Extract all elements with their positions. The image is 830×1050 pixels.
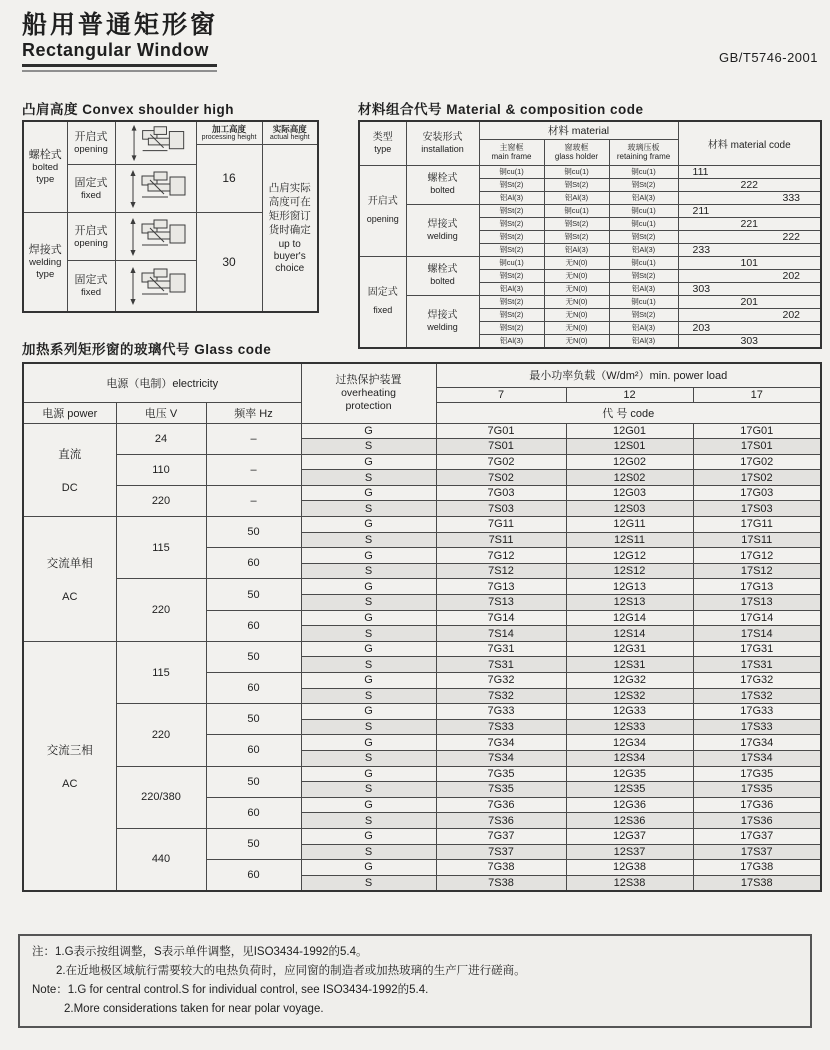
- main-frame-material-cell: 钢St(2): [479, 204, 544, 217]
- glass-code-cell: 17S12: [693, 563, 821, 579]
- protection-letter-cell: G: [301, 517, 436, 533]
- processing-height-value: 16: [196, 144, 262, 213]
- glass-code-cell: 7G13: [436, 579, 566, 595]
- glass-code-cell: 12G33: [566, 704, 693, 720]
- frequency-cell: –: [206, 454, 301, 485]
- voltage-cell: 24: [116, 423, 206, 454]
- protection-letter-cell: S: [301, 782, 436, 798]
- protection-letter-cell: G: [301, 673, 436, 689]
- glass-code-cell: 12S31: [566, 657, 693, 673]
- actual-height-note: 凸肩实际高度可在矩形窗订货时确定 up to buyer's choice: [262, 144, 318, 312]
- installation-cell: 焊接式 welding: [406, 295, 479, 348]
- glass-code-cell: 17S37: [693, 844, 821, 860]
- glass-code-cell: 17G36: [693, 797, 821, 813]
- protection-letter-cell: G: [301, 641, 436, 657]
- protection-header-en2: protection: [345, 399, 392, 412]
- glass-code-cell: 7S36: [436, 813, 566, 829]
- glass-code-cell: 12S11: [566, 532, 693, 548]
- diagram-cell: [115, 165, 196, 213]
- glass-holder-header-en: glass holder: [554, 152, 599, 161]
- glass-code-cell: 17G03: [693, 485, 821, 501]
- retaining-frame-header-zh: 玻璃压板: [627, 143, 660, 152]
- retaining-frame-material-cell: 铝Al(3): [609, 191, 678, 204]
- material-code-cell: 222: [678, 178, 821, 191]
- power-cell: 交流单相 AC: [23, 517, 116, 642]
- glass-code-cell: 7G35: [436, 766, 566, 782]
- window-type-cell: 固定式 fixed: [359, 256, 406, 348]
- main-frame-material-cell: 钢St(2): [479, 295, 544, 308]
- glass-code-cell: 12G14: [566, 610, 693, 626]
- glass-code-cell: 12S37: [566, 844, 693, 860]
- notes-box: [18, 934, 812, 1028]
- power-cell: 直流 DC: [23, 423, 116, 517]
- glass-code-cell: 12G32: [566, 673, 693, 689]
- glass-code-cell: 17S35: [693, 782, 821, 798]
- doc-header: [22, 12, 218, 72]
- material-code-cell: 111: [678, 165, 821, 178]
- main-frame-material-cell: 铜cu(1): [479, 256, 544, 269]
- page-subtitle: Rectangular Window: [22, 39, 209, 60]
- glass-code-cell: 7G12: [436, 548, 566, 564]
- protection-header-zh: 过热保护装置: [335, 373, 402, 386]
- protection-column-header: [301, 363, 436, 423]
- glass-holder-material-cell: 铜cu(1): [544, 165, 609, 178]
- glass-code-cell: 17G02: [693, 454, 821, 470]
- glass-code-cell: 7G02: [436, 454, 566, 470]
- retaining-frame-material-cell: 铝Al(3): [609, 282, 678, 295]
- frequency-cell: 50: [206, 704, 301, 735]
- glass-holder-material-cell: 无N(0): [544, 256, 609, 269]
- protection-header-en1: overheating: [341, 386, 396, 399]
- glass-code-cell: 12G31: [566, 641, 693, 657]
- actual-height-header: 实际高度 actual height: [262, 121, 318, 144]
- mode-cell: 固定式 fixed: [67, 261, 115, 312]
- material-code-cell: 303: [678, 282, 821, 295]
- main-frame-material-cell: 钢St(2): [479, 243, 544, 256]
- glass-code-cell: 12G36: [566, 797, 693, 813]
- welding-opening-section-diagram: [120, 214, 192, 260]
- glass-code-cell: 17G14: [693, 610, 821, 626]
- frequency-cell: –: [206, 423, 301, 454]
- bolted-fixed-section-diagram: [120, 166, 192, 212]
- diagram-cell: [115, 213, 196, 261]
- glass-code-cell: 12G13: [566, 579, 693, 595]
- glass-code-cell: 7G37: [436, 828, 566, 844]
- page-title: 船用普通矩形窗: [22, 11, 219, 39]
- glass-code-cell: 17S01: [693, 439, 821, 455]
- frequency-cell: 60: [206, 610, 301, 641]
- frequency-cell: 50: [206, 579, 301, 610]
- retaining-frame-header-en: retaining frame: [616, 152, 671, 161]
- glass-holder-header: [544, 139, 609, 165]
- glass-code-cell: 12S02: [566, 470, 693, 486]
- glass-code-cell: 7G38: [436, 860, 566, 876]
- glass-code-cell: 7S11: [436, 532, 566, 548]
- glass-code-cell: 7G32: [436, 673, 566, 689]
- welding-fixed-section-diagram: [120, 263, 192, 309]
- voltage-cell: 220: [116, 704, 206, 766]
- protection-letter-cell: S: [301, 532, 436, 548]
- glass-code-cell: 7S02: [436, 470, 566, 486]
- main-frame-material-cell: 钢St(2): [479, 308, 544, 321]
- glass-code-cell: 17S34: [693, 750, 821, 766]
- frequency-cell: 60: [206, 797, 301, 828]
- protection-letter-cell: S: [301, 563, 436, 579]
- glass-code-cell: 12S36: [566, 813, 693, 829]
- glass-code-cell: 12G35: [566, 766, 693, 782]
- protection-letter-cell: S: [301, 875, 436, 891]
- installation-column-header: [406, 121, 479, 165]
- voltage-cell: 220: [116, 579, 206, 641]
- glass-code-cell: 17G01: [693, 423, 821, 439]
- glass-code-cell: 17S03: [693, 501, 821, 517]
- glass-holder-material-cell: 无N(0): [544, 334, 609, 348]
- glass-code-cell: 17G34: [693, 735, 821, 751]
- note-line-en-1: Note：1.G for central control.S for individual control, see ISO3434-1992的5.4.: [32, 984, 429, 996]
- type-header-en: type: [374, 144, 392, 155]
- glass-code-table: [22, 362, 822, 892]
- glass-code-cell: 12S03: [566, 501, 693, 517]
- protection-letter-cell: G: [301, 454, 436, 470]
- glass-holder-material-cell: 钢St(2): [544, 230, 609, 243]
- glass-code-cell: 7S38: [436, 875, 566, 891]
- glass-holder-material-cell: 钢St(2): [544, 178, 609, 191]
- glass-code-cell: 7S37: [436, 844, 566, 860]
- glass-code-cell: 17G33: [693, 704, 821, 720]
- protection-letter-cell: S: [301, 439, 436, 455]
- glass-holder-material-cell: 无N(0): [544, 269, 609, 282]
- protection-letter-cell: G: [301, 766, 436, 782]
- glass-code-cell: 17S38: [693, 875, 821, 891]
- frequency-cell: 50: [206, 828, 301, 859]
- glass-code-cell: 7S34: [436, 750, 566, 766]
- glass-code-cell: 7G14: [436, 610, 566, 626]
- processing-height-value: 30: [196, 213, 262, 312]
- glass-code-cell: 17S02: [693, 470, 821, 486]
- main-frame-material-cell: 钢St(2): [479, 269, 544, 282]
- installation-cell: 螺栓式 bolted: [406, 256, 479, 295]
- voltage-cell: 115: [116, 517, 206, 579]
- diagram-cell: [115, 121, 196, 165]
- window-type-cell: 开启式 opening: [359, 165, 406, 256]
- voltage-cell: 110: [116, 454, 206, 485]
- frequency-column-header: 频率 Hz: [206, 402, 301, 423]
- mode-cell: 开启式 opening: [67, 121, 115, 165]
- frame-type-cell: 螺栓式 bolted type: [23, 121, 67, 213]
- installation-cell: 螺栓式 bolted: [406, 165, 479, 204]
- voltage-column-header: 电压 V: [116, 402, 206, 423]
- glass-code-cell: 7S03: [436, 501, 566, 517]
- glass-code-cell: 12G02: [566, 454, 693, 470]
- glass-code-cell: 7G31: [436, 641, 566, 657]
- main-frame-header-zh: 主窗框: [499, 143, 524, 152]
- glass-code-cell: 7S32: [436, 688, 566, 704]
- retaining-frame-material-cell: 铜cu(1): [609, 256, 678, 269]
- mode-cell: 固定式 fixed: [67, 165, 115, 213]
- glass-code-cell: 12G12: [566, 548, 693, 564]
- retaining-frame-material-cell: 铜cu(1): [609, 204, 678, 217]
- material-group-header: 材料 material: [479, 121, 678, 139]
- glass-code-cell: 17S31: [693, 657, 821, 673]
- frequency-cell: 60: [206, 735, 301, 766]
- material-code-cell: 201: [678, 295, 821, 308]
- standard-code: GB/T5746-2001: [718, 50, 818, 65]
- material-code-cell: 202: [678, 269, 821, 282]
- processing-height-header: 加工高度 processing height: [196, 121, 262, 144]
- load-7-header: 7: [436, 387, 566, 402]
- protection-letter-cell: G: [301, 735, 436, 751]
- protection-letter-cell: S: [301, 719, 436, 735]
- glass-code-cell: 17G35: [693, 766, 821, 782]
- protection-letter-cell: G: [301, 485, 436, 501]
- min-power-load-header: 最小功率负载（W/dm²）min. power load: [436, 363, 821, 387]
- diagram-cell: [115, 261, 196, 312]
- voltage-cell: 440: [116, 828, 206, 890]
- glass-holder-header-zh: 窗玻框: [564, 143, 589, 152]
- glass-code-cell: 12G03: [566, 485, 693, 501]
- glass-code-cell: 17G31: [693, 641, 821, 657]
- glass-code-cell: 12S32: [566, 688, 693, 704]
- glass-code-cell: 7G36: [436, 797, 566, 813]
- glass-section-title: 加热系列矩形窗的玻璃代号 Glass code: [22, 342, 272, 357]
- main-frame-header: [479, 139, 544, 165]
- frequency-cell: 60: [206, 860, 301, 891]
- glass-code-cell: 7S14: [436, 626, 566, 642]
- glass-code-cell: 12S13: [566, 595, 693, 611]
- glass-code-cell: 7S33: [436, 719, 566, 735]
- type-column-header: [359, 121, 406, 165]
- protection-letter-cell: G: [301, 579, 436, 595]
- material-code-cell: 303: [678, 334, 821, 348]
- glass-code-cell: 7S12: [436, 563, 566, 579]
- material-code-cell: 101: [678, 256, 821, 269]
- main-frame-material-cell: 钢St(2): [479, 321, 544, 334]
- protection-letter-cell: S: [301, 844, 436, 860]
- convex-shoulder-table: [22, 120, 319, 313]
- power-cell: 交流三相 AC: [23, 641, 116, 891]
- glass-code-cell: 7G34: [436, 735, 566, 751]
- retaining-frame-material-cell: 铜cu(1): [609, 295, 678, 308]
- protection-letter-cell: S: [301, 750, 436, 766]
- protection-letter-cell: G: [301, 797, 436, 813]
- glass-code-cell: 12S35: [566, 782, 693, 798]
- power-column-header: 电源 power: [23, 402, 116, 423]
- main-frame-material-cell: 钢St(2): [479, 178, 544, 191]
- note-line-zh-2: 2.在近地极区域航行需要较大的电热负荷时，应同窗的制造者或加热玻璃的生产厂进行磋商。: [56, 965, 526, 977]
- protection-letter-cell: S: [301, 626, 436, 642]
- material-code-cell: 211: [678, 204, 821, 217]
- retaining-frame-material-cell: 铝Al(3): [609, 243, 678, 256]
- protection-letter-cell: S: [301, 501, 436, 517]
- glass-code-cell: 12S12: [566, 563, 693, 579]
- glass-code-cell: 17G37: [693, 828, 821, 844]
- glass-code-cell: 17S13: [693, 595, 821, 611]
- installation-header-zh: 安装形式: [422, 132, 463, 144]
- protection-letter-cell: G: [301, 860, 436, 876]
- glass-code-cell: 17S33: [693, 719, 821, 735]
- main-frame-material-cell: 钢St(2): [479, 217, 544, 230]
- retaining-frame-material-cell: 钢St(2): [609, 308, 678, 321]
- convex-section-title: 凸肩高度 Convex shoulder high: [22, 102, 235, 117]
- main-frame-material-cell: 铜cu(1): [479, 165, 544, 178]
- material-code-cell: 203: [678, 321, 821, 334]
- glass-holder-material-cell: 无N(0): [544, 295, 609, 308]
- glass-code-cell: 17G38: [693, 860, 821, 876]
- protection-letter-cell: S: [301, 470, 436, 486]
- protection-letter-cell: G: [301, 828, 436, 844]
- note-line-zh-1: 注：1.G表示按组调整，S表示单件调整，见ISO3434-1992的5.4。: [32, 946, 368, 958]
- glass-code-cell: 7G11: [436, 517, 566, 533]
- glass-holder-material-cell: 铝Al(3): [544, 243, 609, 256]
- glass-code-cell: 12S01: [566, 439, 693, 455]
- bolted-opening-section-diagram: [120, 122, 192, 164]
- glass-code-cell: 7G33: [436, 704, 566, 720]
- load-17-header: 17: [693, 387, 821, 402]
- material-code-column-header: 材料 material code: [678, 121, 821, 165]
- retaining-frame-material-cell: 钢St(2): [609, 230, 678, 243]
- note-line-en-2: 2.More considerations taken for near polar voyage.: [64, 1003, 324, 1015]
- main-frame-material-cell: 铝Al(3): [479, 282, 544, 295]
- glass-code-cell: 7S13: [436, 595, 566, 611]
- title-double-rule: [22, 64, 217, 72]
- frequency-cell: 50: [206, 641, 301, 672]
- glass-holder-material-cell: 钢St(2): [544, 217, 609, 230]
- glass-code-cell: 12S33: [566, 719, 693, 735]
- installation-cell: 焊接式 welding: [406, 204, 479, 256]
- glass-code-cell: 17G12: [693, 548, 821, 564]
- voltage-cell: 115: [116, 641, 206, 703]
- glass-code-cell: 12G01: [566, 423, 693, 439]
- material-section-title: 材料组合代号 Material & composition code: [358, 102, 644, 117]
- retaining-frame-material-cell: 铜cu(1): [609, 165, 678, 178]
- protection-letter-cell: G: [301, 610, 436, 626]
- glass-code-cell: 17S32: [693, 688, 821, 704]
- protection-letter-cell: G: [301, 548, 436, 564]
- retaining-frame-material-cell: 钢St(2): [609, 269, 678, 282]
- load-12-header: 12: [566, 387, 693, 402]
- glass-code-cell: 12G11: [566, 517, 693, 533]
- frequency-cell: 60: [206, 548, 301, 579]
- protection-letter-cell: S: [301, 657, 436, 673]
- retaining-frame-material-cell: 钢St(2): [609, 178, 678, 191]
- glass-code-cell: 17G13: [693, 579, 821, 595]
- material-code-cell: 221: [678, 217, 821, 230]
- protection-letter-cell: S: [301, 595, 436, 611]
- glass-code-cell: 7G03: [436, 485, 566, 501]
- glass-code-cell: 12G38: [566, 860, 693, 876]
- glass-code-cell: 17S11: [693, 532, 821, 548]
- voltage-cell: 220: [116, 485, 206, 516]
- glass-code-cell: 7S35: [436, 782, 566, 798]
- glass-holder-material-cell: 无N(0): [544, 321, 609, 334]
- glass-holder-material-cell: 无N(0): [544, 282, 609, 295]
- retaining-frame-header: [609, 139, 678, 165]
- frequency-cell: 60: [206, 673, 301, 704]
- material-code-cell: 233: [678, 243, 821, 256]
- glass-code-cell: 7G01: [436, 423, 566, 439]
- mode-cell: 开启式 opening: [67, 213, 115, 261]
- material-code-cell: 202: [678, 308, 821, 321]
- main-frame-header-en: main frame: [491, 152, 532, 161]
- type-header-zh: 类型: [372, 132, 393, 144]
- glass-code-cell: 12G37: [566, 828, 693, 844]
- code-group-header: 代 号 code: [436, 402, 821, 423]
- protection-letter-cell: G: [301, 423, 436, 439]
- glass-code-cell: 7S01: [436, 439, 566, 455]
- material-code-cell: 333: [678, 191, 821, 204]
- main-frame-material-cell: 钢St(2): [479, 230, 544, 243]
- retaining-frame-material-cell: 铝Al(3): [609, 321, 678, 334]
- frequency-cell: –: [206, 485, 301, 516]
- glass-code-cell: 12S34: [566, 750, 693, 766]
- protection-letter-cell: S: [301, 688, 436, 704]
- glass-code-cell: 12G34: [566, 735, 693, 751]
- protection-letter-cell: S: [301, 813, 436, 829]
- electricity-group-header: 电源（电制）electricity: [23, 363, 301, 402]
- glass-holder-material-cell: 无N(0): [544, 308, 609, 321]
- protection-letter-cell: G: [301, 704, 436, 720]
- glass-code-cell: 17G11: [693, 517, 821, 533]
- material-composition-table: [358, 120, 822, 349]
- frequency-cell: 50: [206, 766, 301, 797]
- glass-holder-material-cell: 铜cu(1): [544, 204, 609, 217]
- glass-code-cell: 17G32: [693, 673, 821, 689]
- voltage-cell: 220/380: [116, 766, 206, 828]
- glass-holder-material-cell: 铝Al(3): [544, 191, 609, 204]
- glass-code-cell: 12S38: [566, 875, 693, 891]
- glass-code-cell: 12S14: [566, 626, 693, 642]
- material-code-cell: 222: [678, 230, 821, 243]
- retaining-frame-material-cell: 铜cu(1): [609, 217, 678, 230]
- installation-header-en: installation: [421, 144, 464, 155]
- frame-type-cell: 焊接式 welding type: [23, 213, 67, 312]
- retaining-frame-material-cell: 铝Al(3): [609, 334, 678, 348]
- glass-code-cell: 17S14: [693, 626, 821, 642]
- main-frame-material-cell: 铝Al(3): [479, 191, 544, 204]
- glass-code-cell: 17S36: [693, 813, 821, 829]
- glass-code-cell: 7S31: [436, 657, 566, 673]
- main-frame-material-cell: 铝Al(3): [479, 334, 544, 348]
- frequency-cell: 50: [206, 517, 301, 548]
